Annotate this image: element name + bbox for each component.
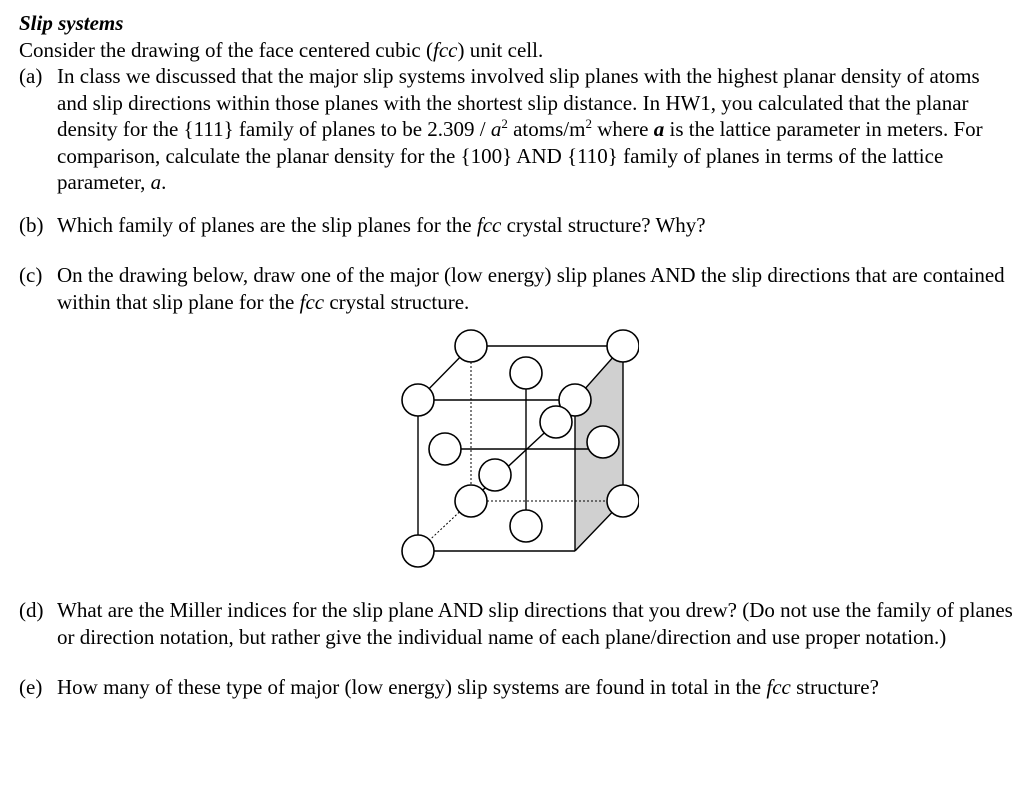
- question-a-label: (a): [19, 64, 43, 88]
- atom-back-top-right: [607, 330, 639, 362]
- question-d-label: (d): [19, 598, 44, 622]
- atom-bottom-face-center: [510, 510, 542, 542]
- figure-area: [19, 315, 1014, 597]
- intro-text: Consider the drawing of the face centered cubic (fcc) unit cell.: [19, 37, 544, 62]
- document: [19, 10, 1014, 701]
- atom-front-bottom-left: [402, 535, 434, 567]
- question-a: (a) In class we discussed that the major slip systems involved slip planes with the highest planar density of atoms and slip directions within those planes with the shortest slip distance. In HW1, you calculated that the planar density for the {111} family of planes to be $2.309 / a^2$ atoms/$m^2$ where a is the lattice parameter in meters. For comparison, calculate the planar density for the {100} AND {110} family of planes in terms of the lattice parameter, a.: [19, 64, 983, 194]
- question-d: (d) What are the Miller indices for the slip plane AND slip directions that you drew? (Do not use the family of planes or direction notation, but rather give the individual name of each plane/direction and use proper notation.): [19, 598, 1013, 649]
- atom-right-face-center-2: [587, 426, 619, 458]
- question-c-label: (c): [19, 263, 43, 287]
- section-title: Slip systems: [19, 11, 124, 35]
- question-b-label: (b): [19, 212, 44, 237]
- question-c: (c) On the drawing below, draw one of the major (low energy) slip planes AND the slip directions that are contained within that slip plane for the fcc crystal structure.: [19, 263, 1005, 314]
- atom-front-face-center: [479, 459, 511, 491]
- atom-right-face-center: [540, 406, 572, 438]
- question-e: (e) How many of these type of major (low energy) slip systems are found in total in the fcc structure?: [19, 675, 879, 699]
- atom-left-face-center: [429, 433, 461, 465]
- question-e-label: (e): [19, 675, 43, 699]
- question-b: (b) Which family of planes are the slip planes for the fcc crystal structure? Why?: [19, 212, 706, 237]
- atom-back-bottom-left: [455, 485, 487, 517]
- atom-top-face-center: [510, 357, 542, 389]
- atom-back-top-left: [455, 330, 487, 362]
- atom-back-bottom-right: [607, 485, 639, 517]
- atom-front-top-left: [402, 384, 434, 416]
- fcc-unit-cell-figure: [379, 323, 639, 593]
